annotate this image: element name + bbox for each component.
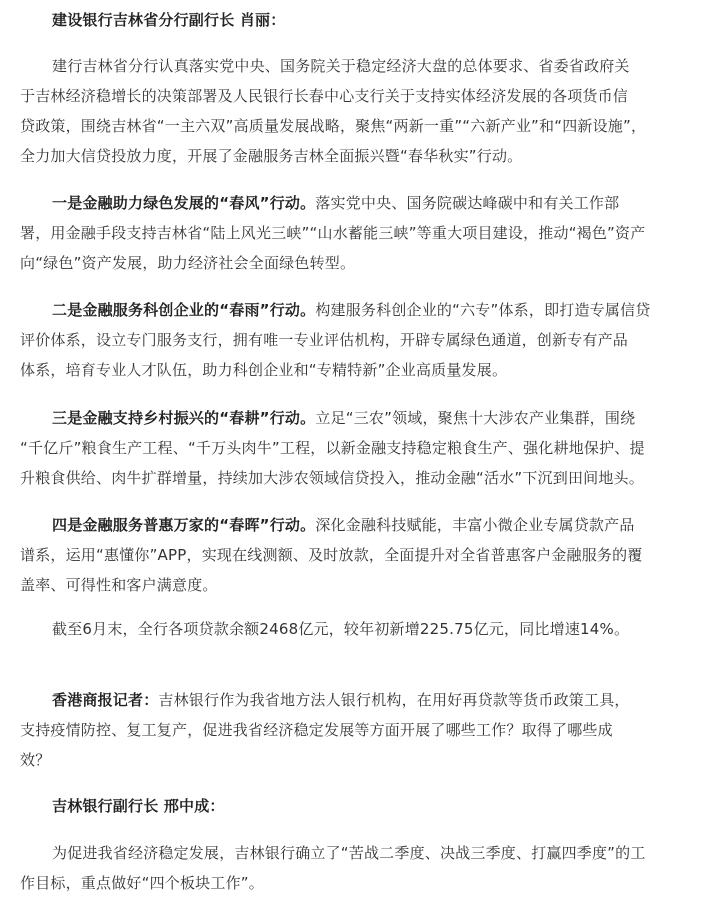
- speaker-heading-2: 吉林银行副行长 邢中成：: [52, 797, 225, 815]
- speaker-heading-1: 建设银行吉林省分行副行长 肖丽：: [52, 11, 286, 29]
- article: 建设银行吉林省分行副行长 肖丽： 建行吉林省分行认真落实党中央、国务院关于稳定经济大盘的总体要求、省委省政府关 于吉林经济稳增长的决策部署及人民银行长春中心支行关于支持实体经济发展的各项货币信 贷政策，围绕吉林省“一主六双”高质量发展战略，聚焦“两新一重”“六新产业”和“四新设施”， 全力加大信贷投放力度，开展了金融服务吉林全面振兴暨“春华秋实”行动。 一是金融助力绿色发展的“春风”行动。落实党中央、国务院碳达峰碳中和有关工作部 署，用金融手段支持吉林省“陆上风光三峡”“山水蓄能三峡”等重大项目建设，推动“褐色”资产 向“绿色”资产发展，助力经济社会全面绿色转型。 二是金融服务科创企业的“春雨”行动。构建服务科创企业的“六专”体系，即打造专属信贷 评价体系，设立专门服务支行，拥有唯一专业评估机构，开辟专属绿色通道，创新专有产品 体系，培育专业人才队伍，助力科创企业和“专精特新”企业高质量发展。 三是金融支持乡村振兴的“春耕”行动。立足“三农”领域，聚焦十大涉农产业集群，围绕 “千亿斤”粮食生产工程、“千万头肉牛”工程，以新金融支持稳定粮食生产、强化耕地保护、提 升粮食供给、肉牛扩群增量，持续加大涉农领域信贷投入，推动金融“活水”下沉到田间地头。 四是金融服务普惠万家的“春晖”行动。深化金融科技赋能，丰富小微企业专属贷款产品 谱系，运用“惠懂你”APP，实现在线测额、及时放款，全面提升对全省普惠客户金融服务的覆 盖率、可得性和客户满意度。 截至6月末，全行各项贷款余额2468亿元，较年初新增225.75亿元，同比增速14%。 香港商报记者：吉林银行作为我省地方法人银行机构，在用好再贷款等货币政策工具， 支持疫情防控、复工复产，促进我省经济稳定发展等方面开展了哪些工作？取得了哪些成 效？ 吉林银行副行长 邢中成： 为促进我省经济稳定发展，吉林银行确立了“苦战二季度、决战三季度、打赢四季度”的工 作目标，重点做好“四个板块工作”。: [0, 0, 720, 902]
- paragraph-loan-figures: 截至6月末，全行各项贷款余额2468亿元，较年初新增225.75亿元，同比增速14%。: [52, 620, 630, 638]
